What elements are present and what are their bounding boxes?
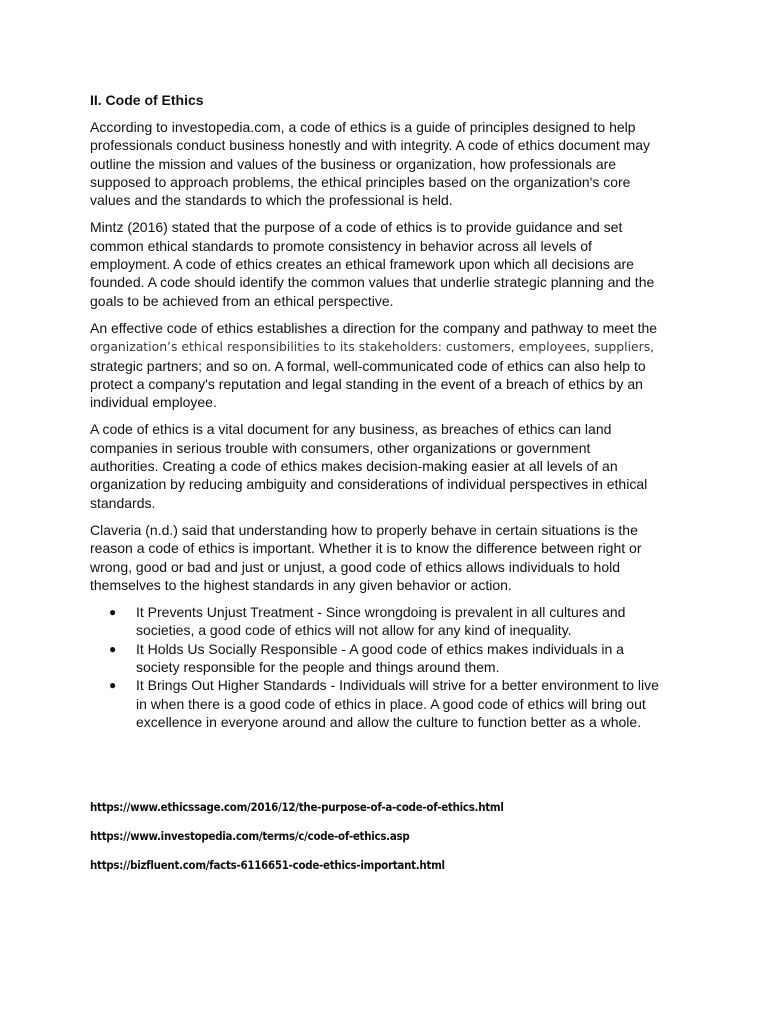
reasons-list — [90, 603, 660, 731]
references-list — [90, 799, 690, 886]
paragraph-vital-document: A code of ethics is a vital document for any business, as breaches of ethics can land companies in serious trouble with consumers, other organizations or government authorities. Creating a code of ethics makes decision-making easier at all levels of an organization by reducing ambiguity and considerations of individual perspectives in ethical standards. — [90, 421, 648, 511]
paragraph-definition: According to investopedia.com, a code of ethics is a guide of principles designed to help professionals conduct business honestly and with integrity. A code of ethics document may outline the mission and values of the business or organization, how professionals are supposed to approach problems, the ethical principles based on the organization's core values and the standards to which the professional is held. — [90, 119, 651, 209]
bullet-icon: ● — [109, 605, 117, 620]
reference-link[interactable]: https://bizfluent.com/facts-6116651-code-ethics-important.html — [90, 858, 445, 872]
paragraph-effective-code — [90, 319, 660, 411]
paragraph-effective-code-part3: strategic partners; and so on. A formal, well-communicated code of ethics can also help to protect a company's reputation and legal standing in the event of a breach of ethics by an individual employee. — [90, 357, 646, 411]
list-item-text: It Brings Out Higher Standards - Individuals will strive for a better environment to live in when there is a good code of ethics in place. A good code of ethics will bring out excellence in everyone around and allow the culture to function better as a whole. — [136, 677, 659, 730]
reference-link[interactable]: https://www.investopedia.com/terms/c/code-of-ethics.asp — [90, 829, 410, 843]
paragraph-claveria: Claveria (n.d.) said that understanding how to properly behave in certain situations is the reason a code of ethics is important. Whether it is to know the difference between right or wrong, good or bad and just or unjust, a good code of ethics allows individuals to hold themselves to the highest standards in any given behavior or action. — [90, 521, 642, 593]
list-item-text: It Prevents Unjust Treatment - Since wrongdoing is prevalent in all cultures and societies, a good code of ethics will not allow for any kind of inequality. — [136, 604, 626, 639]
paragraph-purpose: Mintz (2016) stated that the purpose of a code of ethics is to provide guidance and set common ethical standards to promote consistency in behavior across all levels of employment. A code of ethics creates an ethical framework upon which all decisions are founded. A code should identify the common values that underlie strategic planning and the goals to be achieved from an ethical perspective. — [90, 219, 655, 309]
list-item — [109, 640, 660, 677]
paragraph-effective-code-part1: An effective code of ethics establishes a direction for the company and pathway to meet the — [90, 319, 658, 336]
bullet-icon: ● — [109, 678, 117, 693]
list-item — [109, 603, 660, 640]
list-item — [109, 676, 660, 731]
section-heading: II. Code of Ethics — [90, 92, 204, 108]
bullet-icon: ● — [109, 641, 117, 656]
list-item-text: It Holds Us Socially Responsible - A good code of ethics makes individuals in a society responsible for the people and things around them. — [136, 640, 624, 676]
reference-link[interactable]: https://www.ethicssage.com/2016/12/the-purpose-of-a-code-of-ethics.html — [90, 800, 504, 814]
paragraph-effective-code-part2: organization’s ethical responsibilities to its stakeholders: customers, employees, suppliers, — [90, 339, 655, 355]
document-body — [90, 91, 660, 731]
